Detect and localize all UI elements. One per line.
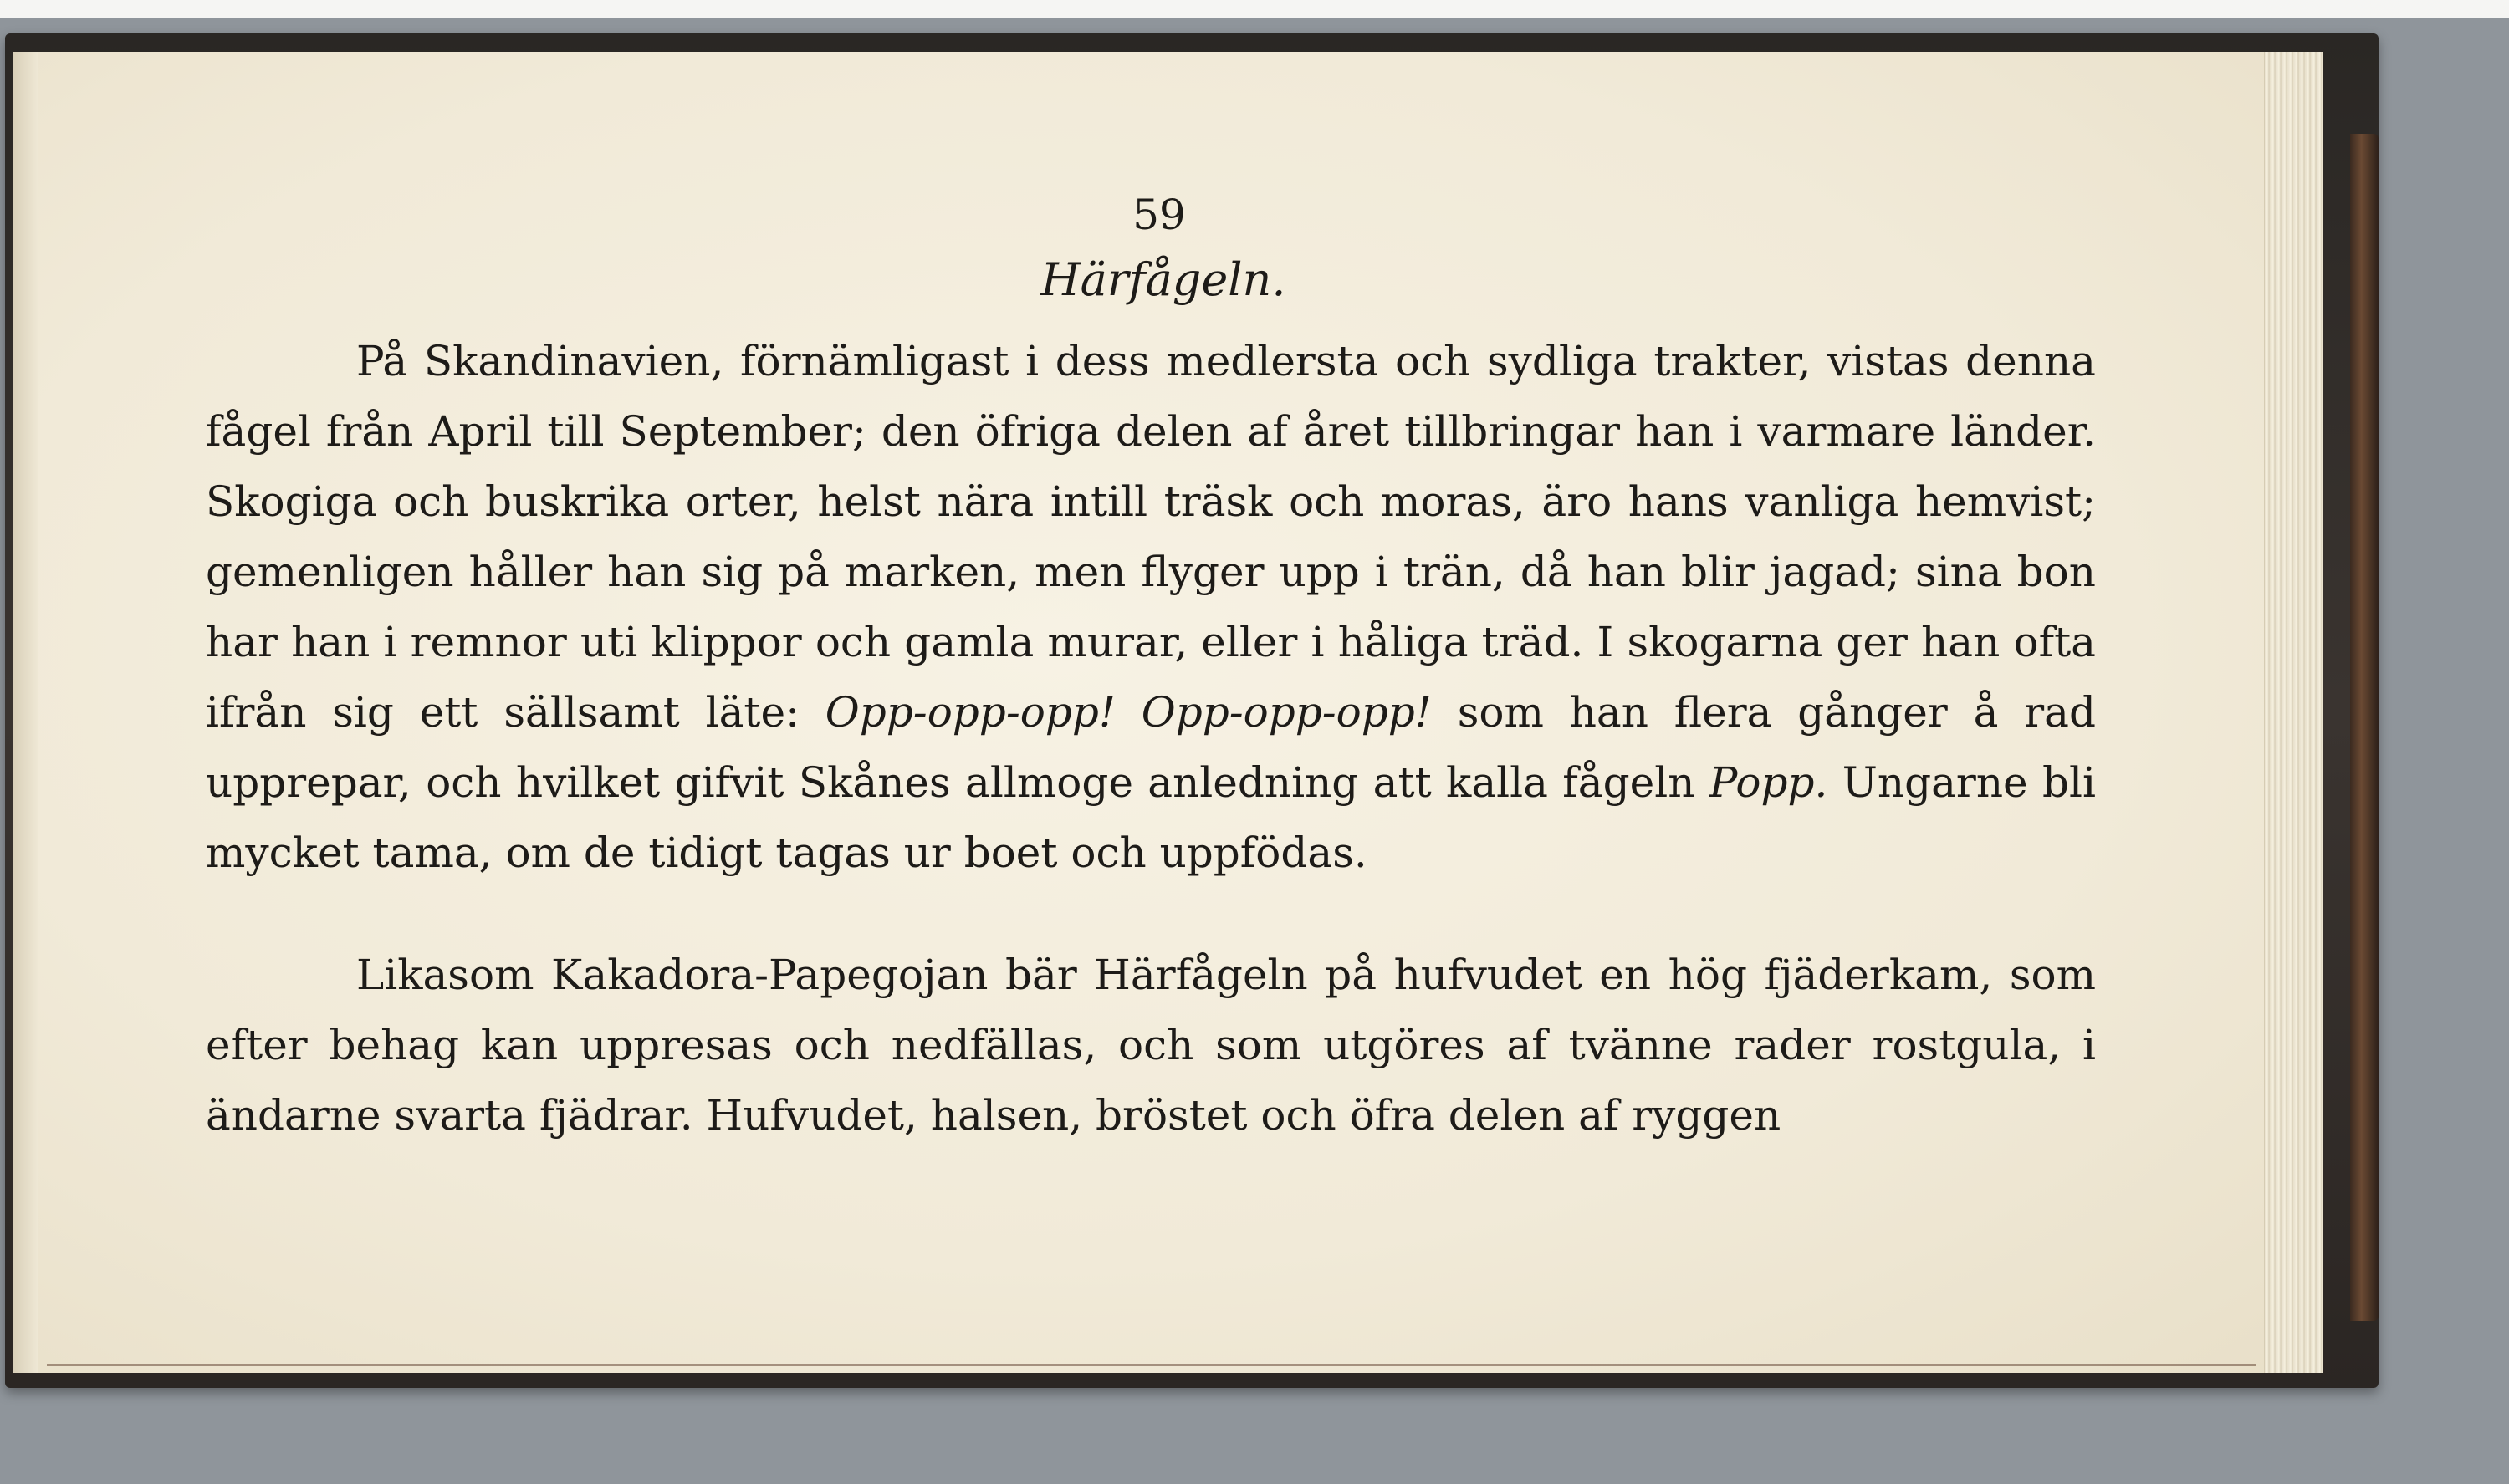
paragraph-1-text-a: På Skandinavien, förnämligast i dess medlersta och sydliga trakter, vistas denna fågel från April till September; den öfriga delen af året tillbringar han i varmare länder. Skogiga och buskrika orter, helst nära intill träsk och moras, äro hans vanliga hemvist; gemenligen håller han sig på marken, men flyger upp i trän, då han blir jagad; sina bon har han i remnor uti klippor och gamla murar, eller i håliga träd. I skogarna ger han ofta ifrån sig ett sällsamt läte: (206, 337, 2096, 737)
paragraph-2: Likasom Kakadora-Papegojan bär Härfågeln på hufvudet en hög fjäderkam, som efter behag kan uppresas och nedfällas, och som utgöres af tvänne rader rostgula, i ändarne svarta fjädrar. Hufvudet, halsen, bröstet och öfra delen af ryggen (206, 951, 2096, 1140)
paragraph-1-text-b: som han flera gånger å rad upprepar, och hvilket gifvit Skånes allmoge anledning att kalla fågeln (206, 688, 2096, 807)
chapter-heading: Härfågeln. (1040, 253, 1286, 306)
text-block (206, 186, 2096, 1150)
paragraph-1-text-c: Ungarne bli mycket tama, om de tidigt tagas ur boet och uppfödas. (206, 758, 2096, 877)
book (5, 33, 2379, 1388)
book-cover-edge (2350, 134, 2379, 1321)
page-number: 59 (1132, 191, 1186, 239)
page-bottom-edge (47, 1364, 2256, 1366)
book-page (13, 52, 2323, 1373)
bird-local-name: Popp. (1709, 758, 1828, 807)
page-gutter (13, 52, 38, 1373)
page-edges (2264, 52, 2323, 1373)
bird-call-text: Opp-opp-opp! Opp-opp-opp! (825, 688, 1432, 737)
paragraph-1 (206, 326, 2096, 888)
scan-top-strip (0, 0, 2509, 18)
